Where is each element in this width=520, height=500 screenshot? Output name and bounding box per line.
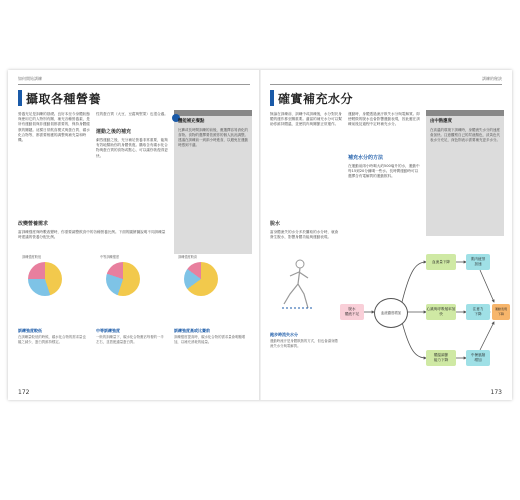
runner-caption-title: 跑步時流失水分 (270, 332, 298, 337)
sidebar-box (174, 110, 252, 254)
sidebar-box-body: 比賽或長時間訓練的前後，應選擇容易消化的食物。食物的選擇要依照你的個人狀況調整。建議在訓練前一到兩小時進食，以避免在運動時感到不適。 (178, 128, 248, 147)
right-col1: 無論在訓練前、訓練中或訓練後，水分對於身體的運作都至關重要。適當的補充水分可以幫助你維持體溫，並使肌肉與關節正常運作。 (270, 112, 342, 127)
header-rule (18, 84, 250, 85)
runner-caption: 運動時流汗是身體散熱的方式，但也會讓身體流失水分與電解質。 (270, 339, 338, 348)
flow-mid: 心跳與呼吸頻率加快 (426, 304, 456, 320)
dehydration-heading: 脫水 (270, 221, 281, 227)
heat-sidebar-box (426, 110, 504, 236)
header-rule (270, 84, 502, 85)
right-col2: 運動時，身體透過流汗散失水分與電解質。即使輕微的脫水也會影響運動表現，因此應在訓練前後及過程中定時補充水分。 (348, 112, 420, 127)
dehydration-text: 當身體流失的水分多於攝取的水分時，就會發生脫水，影響身體功能與運動表現。 (270, 230, 339, 240)
left-page-number: 172 (18, 389, 30, 396)
pie-low (28, 262, 62, 296)
pie-mid-caption: 一般的訓練量下，碳水化合物應佔每餐的一半左右，並搭配適量蛋白質。 (96, 335, 164, 344)
flow-center-bubble: 血液濃度增加 (374, 298, 408, 328)
right-running-header: 訓練的秘訣 (482, 76, 502, 81)
flow-start: 脫水 體液不足 (340, 304, 364, 320)
flow-side2: 注意力 下降 (466, 304, 490, 320)
pie-high-label: 訓練強度較高 (178, 255, 198, 259)
pie-high-caption-title: 訓練強度高或比賽前 (174, 328, 210, 333)
hydration-method-heading: 補充水分的方法 (348, 155, 384, 161)
runner-illustration (278, 258, 318, 314)
flow-top: 血流量下降 (426, 254, 456, 270)
book-spread (8, 70, 512, 400)
heat-box-title: 由中熱應度 (430, 119, 452, 124)
pie-high (184, 262, 218, 296)
pie-low-caption-title: 訓練強度較低 (18, 328, 42, 333)
right-page-number: 173 (490, 389, 502, 396)
flow-side1: 肌肉疲勞 加速 (466, 254, 490, 270)
title-accent-bar (270, 90, 274, 106)
flow-end: 運動表現 下降 (492, 304, 510, 320)
pie-low-label: 訓練強度較低 (22, 255, 42, 259)
pie-mid-caption-title: 中等訓練強度 (96, 328, 120, 333)
left-running-header: 如何開始訓練 (18, 76, 42, 81)
right-page-title: 確實補充水分 (278, 92, 354, 106)
nutrition-needs-heading: 改變營養需求 (18, 221, 49, 227)
pie-mid (106, 262, 140, 296)
heat-box-body: 在高溫的環境下訓練時，身體流失水分的速度會加快。注意觀察自己的尿液顏色，淡黃色代表水分充足，深色則表示需要補充更多水分。 (430, 128, 500, 142)
left-intro-col1: 營養充足是訓練的基礎。良好本至今身體狀態與使用它的人特別有關，補充各種營養素，是所有運動員與非運動員都需要的，保持身體健康的關鍵。這樣日常飲食模式與蛋白質、碳水化合物等，都需要相應的調整與補充量和時機。 (18, 112, 90, 143)
pie-mid-label: 中等訓練強度 (100, 255, 120, 259)
right-page (260, 70, 512, 400)
flow-bottom: 體溫調節 能力下降 (426, 350, 456, 366)
sidebar-box-title: 體能補充餐點 (178, 119, 205, 124)
pie-high-caption: 訓練強度提高時，碳水化合物的需求量會明顯增加，以補充消耗的能量。 (174, 335, 246, 344)
left-intro-col2: 性的蛋白質（大豆、豆腐與堅果）也很合適。 (96, 112, 168, 116)
left-page (8, 70, 260, 400)
left-page-title: 攝取各種營養 (26, 92, 102, 106)
flow-side3: 中暑風險 增加 (466, 350, 490, 366)
nutrition-needs-text: 當訓練強度與時數改變時，你需要調整飲食中的各種營養比例。下面的圓餅圖說明不同訓練量時建議的營養分配比例。 (18, 230, 166, 240)
title-accent-bar (18, 90, 22, 106)
after-workout-heading: 運動之後的補充 (96, 129, 132, 135)
pie-low-caption: 在訓練量較低的時候，碳水化合物的需求量也隨之減少，蛋白質維持穩定。 (18, 335, 86, 344)
after-workout-text: 劇烈運動之後，充分補足營養非常重要，能夠有效地幫助你的身體恢復。攝取含有碳水化合物與蛋白質的食物或點心，可以讓你恢復得更快。 (96, 138, 168, 158)
hydration-method-text: 在運動前兩小時喝大約500毫升的水，運動中每15到20分鐘喝一些水。長時間運動時可以選擇含有電解質的運動飲料。 (348, 164, 420, 179)
